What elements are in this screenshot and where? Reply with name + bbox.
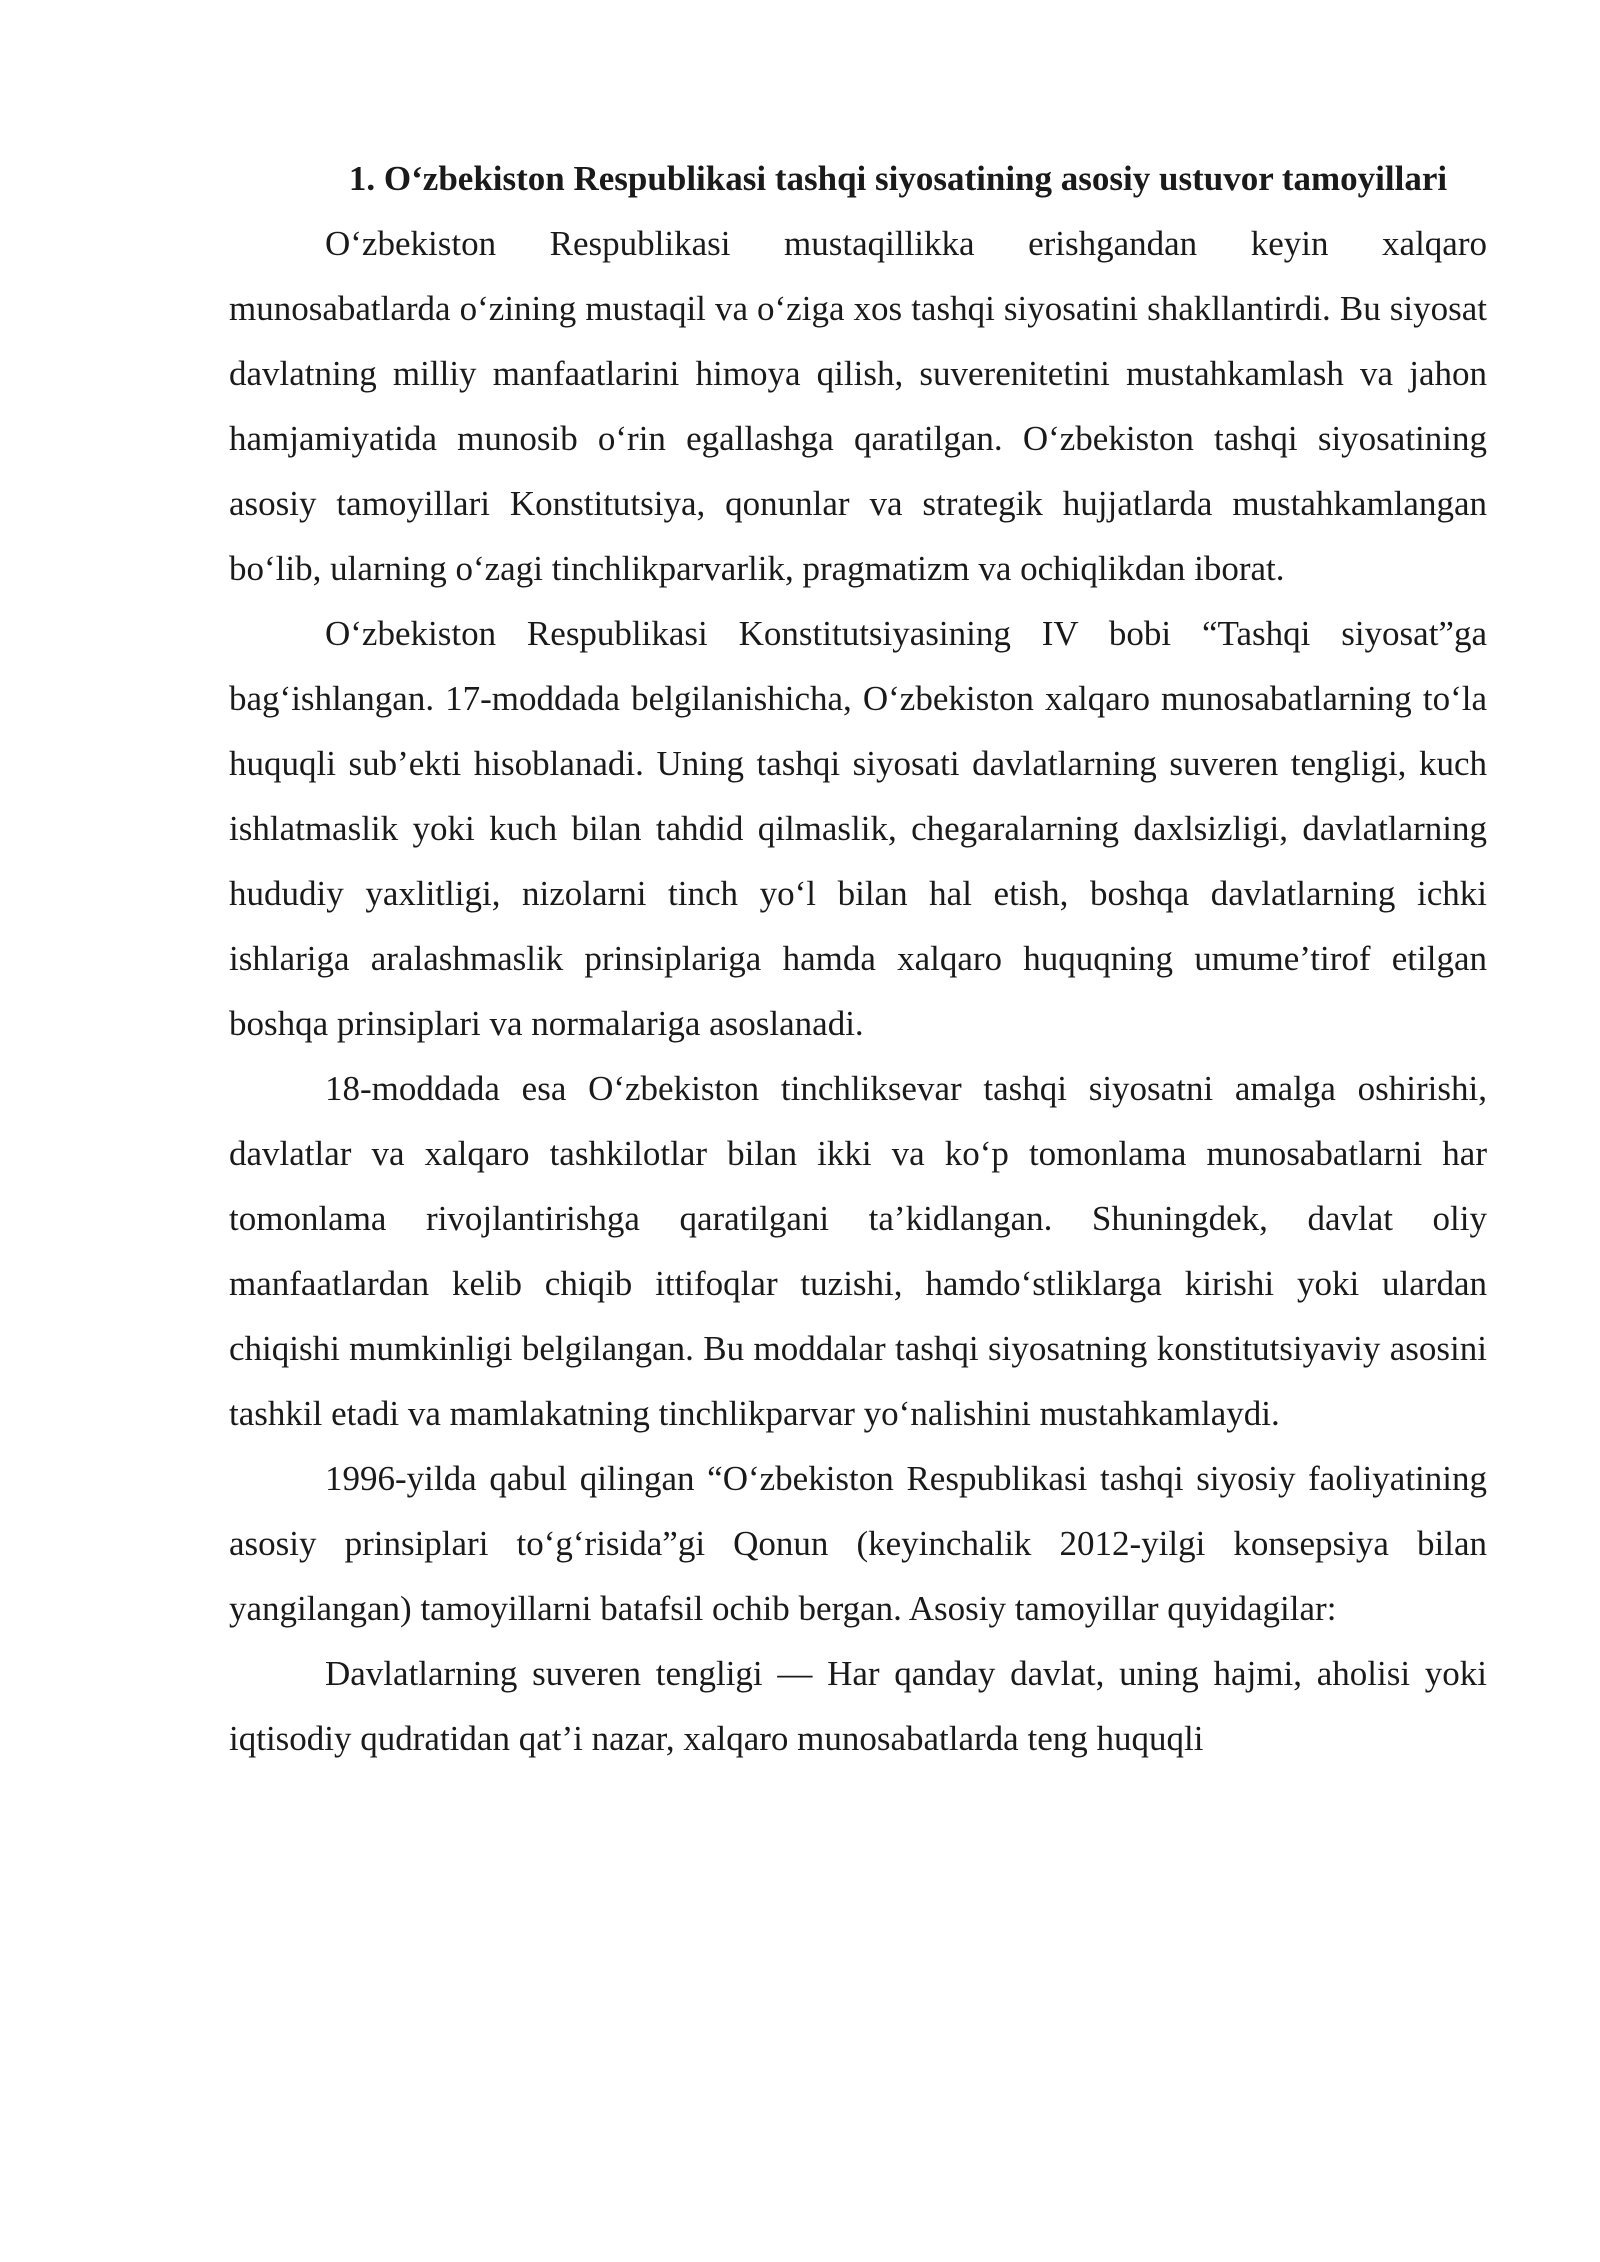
paragraph-article-18: 18-moddada esa O‘zbekiston tinchliksevar tashqi siyosatni amalga oshirishi, davlatlar va xalqaro tashkilotlar bilan ikki va ko‘p tomonlama munosabatlarni har tomonlama rivojlantirishga qaratilgani ta’kidlangan. Shuningdek, davlat oliy manfaatlardan kelib chiqib ittifoqlar tuzishi, hamdo‘stliklarga kirishi yoki ulardan chiqishi mumkinligi belgilangan. Bu moddalar tashqi siyosatning konstitutsiyaviy asosini tashkil etadi va mamlakatning tinchlikparvar yo‘nalishini mustahkamlaydi. (229, 1069, 1487, 1433)
section-heading: 1. O‘zbekiston Respublikasi tashqi siyosatining asosiy ustuvor tamoyillari (348, 159, 1448, 198)
paragraph-constitution-chapter: O‘zbekiston Respublikasi Konstitutsiyasining IV bobi “Tashqi siyosat”ga bag‘ishlangan. 17-moddada belgilanishicha, O‘zbekiston xalqaro munosabatlarning to‘la huquqli sub’ekti hisoblanadi. Uning tashqi siyosati davlatlarning suveren tengligi, kuch ishlatmaslik yoki kuch bilan tahdid qilmaslik, chegaralarning daxlsizligi, davlatlarning hududiy yaxlitligi, nizolarni tinch yo‘l bilan hal etish, boshqa davlatlarning ichki ishlariga aralashmaslik prinsiplariga hamda xalqaro huquqning umume’tirof etilgan boshqa prinsiplari va normalariga asoslanadi. (229, 614, 1487, 1043)
paragraph-independence: O‘zbekiston Respublikasi mustaqillikka erishgandan keyin xalqaro munosabatlarda o‘zining mustaqil va o‘ziga xos tashqi siyosatini shakllantirdi. Bu siyosat davlatning milliy manfaatlarini himoya qilish, suverenitetini mustahkamlash va jahon hamjamiyatida munosib o‘rin egallashga qaratilgan. O‘zbekiston tashqi siyosatining asosiy tamoyillari Konstitutsiya, qonunlar va strategik hujjatlarda mustahkamlangan bo‘lib, ularning o‘zagi tinchlikparvarlik, pragmatizm va ochiqlikdan iborat. (229, 224, 1487, 588)
paragraph-law-1996: 1996-yilda qabul qilingan “O‘zbekiston Respublikasi tashqi siyosiy faoliyatining asosiy prinsiplari to‘g‘risida”gi Qonun (keyinchalik 2012-yilgi konsepsiya bilan yangilangan) tamoyillarni batafsil ochib bergan. Asosiy tamoyillar quyidagilar: (229, 1459, 1487, 1628)
paragraph-sovereign-equality: Davlatlarning suveren tengligi — Har qanday davlat, uning hajmi, aholisi yoki iqtisodiy qudratidan qat’i nazar, xalqaro munosabatlarda teng huquqli (229, 1654, 1487, 1758)
document-body (229, 146, 1487, 1771)
